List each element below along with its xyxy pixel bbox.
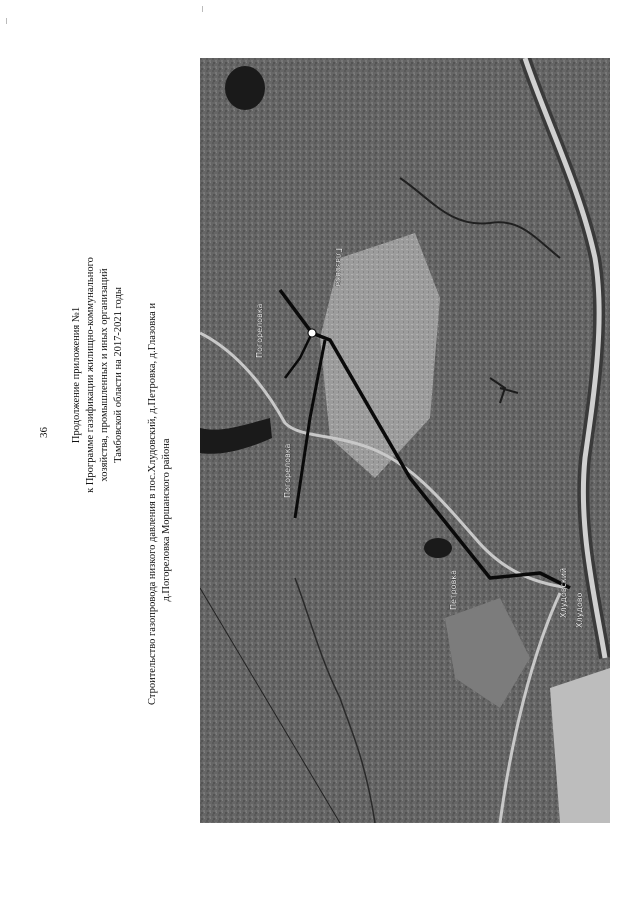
appendix-header <box>70 230 126 520</box>
connection-point <box>308 329 316 337</box>
header-line: Тамбовской области на 2017-2021 годы <box>113 287 124 463</box>
water-body <box>225 66 265 110</box>
map-label-glazovka: Глазовка <box>334 248 343 287</box>
map-label-pogorelovka-upper: Погореловка <box>255 303 264 358</box>
map-canvas <box>200 58 610 823</box>
header-line: Продолжение приложения №1 <box>71 306 82 444</box>
map-label-petrovka: Петровка <box>449 569 458 610</box>
scan-mark <box>6 18 7 24</box>
header-line: к Программе газификации жилищно-коммунального <box>85 257 96 493</box>
map-label-khludovskiy: Хлудовский <box>559 567 568 618</box>
water-body <box>424 538 452 558</box>
page-number: 36 <box>38 427 50 438</box>
title-line: Строительство газопровода низкого давления в пос.Хлудовский, д.Петровка, д.Глазовка и <box>147 302 158 705</box>
map-label-pogorelovka-lower: Погореловка <box>283 443 292 498</box>
header-line: хозяйства, промышленных и иных организаций <box>99 268 110 482</box>
satellite-map <box>200 58 610 823</box>
field-area <box>550 668 610 823</box>
title-line: д.Погореловка Моршанского района <box>161 438 172 602</box>
map-label-hludovo: Хлудово <box>575 592 584 628</box>
scan-mark <box>202 6 203 12</box>
map-title <box>146 302 174 705</box>
